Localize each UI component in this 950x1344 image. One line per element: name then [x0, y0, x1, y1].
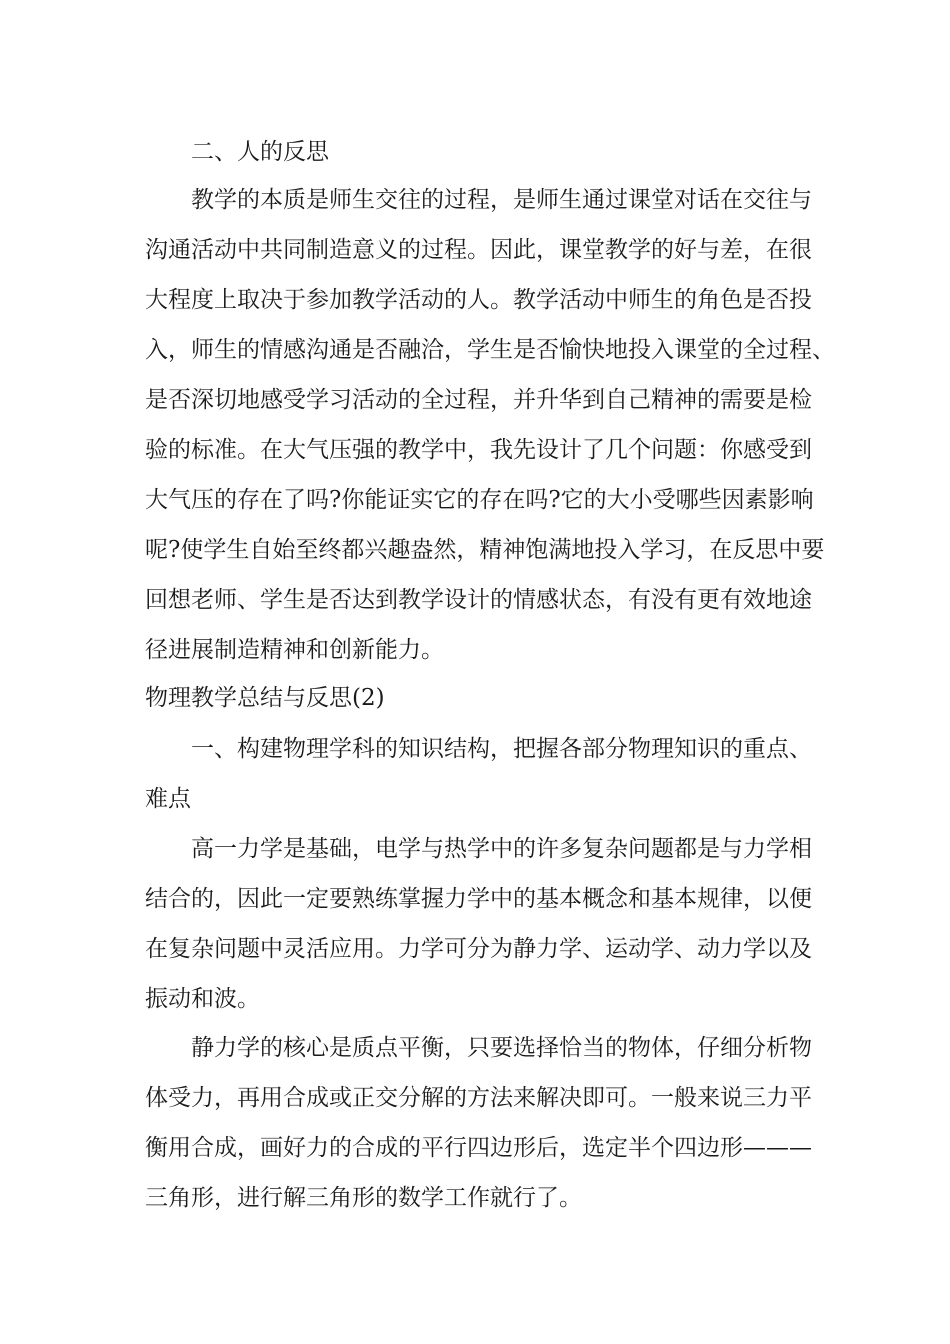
paragraph-line: 验的标准。在大气压强的教学中，我先设计了几个问题：你感受到 — [145, 437, 812, 463]
paragraph-line: 教学的本质是师生交往的过程，是师生通过课堂对话在交往与 — [191, 187, 812, 213]
paragraph-line: 回想老师、学生是否达到教学设计的情感状态，有没有更有效地途 — [145, 587, 812, 613]
paragraph-line: 大程度上取决于参加教学活动的人。教学活动中师生的角色是否投 — [145, 287, 812, 313]
paragraph-line: 三角形，进行解三角形的数学工作就行了。 — [145, 1185, 582, 1211]
section-heading-continued: 难点 — [145, 786, 191, 812]
paragraph-line: 沟通活动中共同制造意义的过程。因此，课堂教学的好与差，在很 — [145, 237, 812, 263]
paragraph-line: 呢?使学生自始至终都兴趣盎然，精神饱满地投入学习，在反思中要 — [145, 537, 825, 563]
section-heading: 二、人的反思 — [191, 139, 329, 165]
paragraph-line: 体受力，再用合成或正交分解的方法来解决即可。一般来说三力平 — [145, 1085, 812, 1111]
paragraph-line: 衡用合成，画好力的合成的平行四边形后，选定半个四边形——— — [145, 1135, 812, 1161]
paragraph-line: 是否深切地感受学习活动的全过程，并升华到自己精神的需要是检 — [145, 387, 812, 413]
paragraph-line: 振动和波。 — [145, 986, 260, 1012]
document-subtitle: 物理教学总结与反思(2) — [145, 685, 385, 711]
section-heading: 一、构建物理学科的知识结构，把握各部分物理知识的重点、 — [191, 736, 812, 762]
paragraph-line: 静力学的核心是质点平衡，只要选择恰当的物体，仔细分析物 — [191, 1035, 812, 1061]
paragraph-line: 在复杂问题中灵活应用。力学可分为静力学、运动学、动力学以及 — [145, 936, 812, 962]
paragraph-line: 大气压的存在了吗?你能证实它的存在吗?它的大小受哪些因素影响 — [145, 487, 814, 513]
paragraph-line: 高一力学是基础，电学与热学中的许多复杂问题都是与力学相 — [191, 836, 812, 862]
paragraph-line: 结合的，因此一定要熟练掌握力学中的基本概念和基本规律，以便 — [145, 886, 812, 912]
paragraph-line: 入，师生的情感沟通是否融洽，学生是否愉快地投入课堂的全过程、 — [145, 337, 835, 363]
paragraph-line: 径进展制造精神和创新能力。 — [145, 637, 444, 663]
